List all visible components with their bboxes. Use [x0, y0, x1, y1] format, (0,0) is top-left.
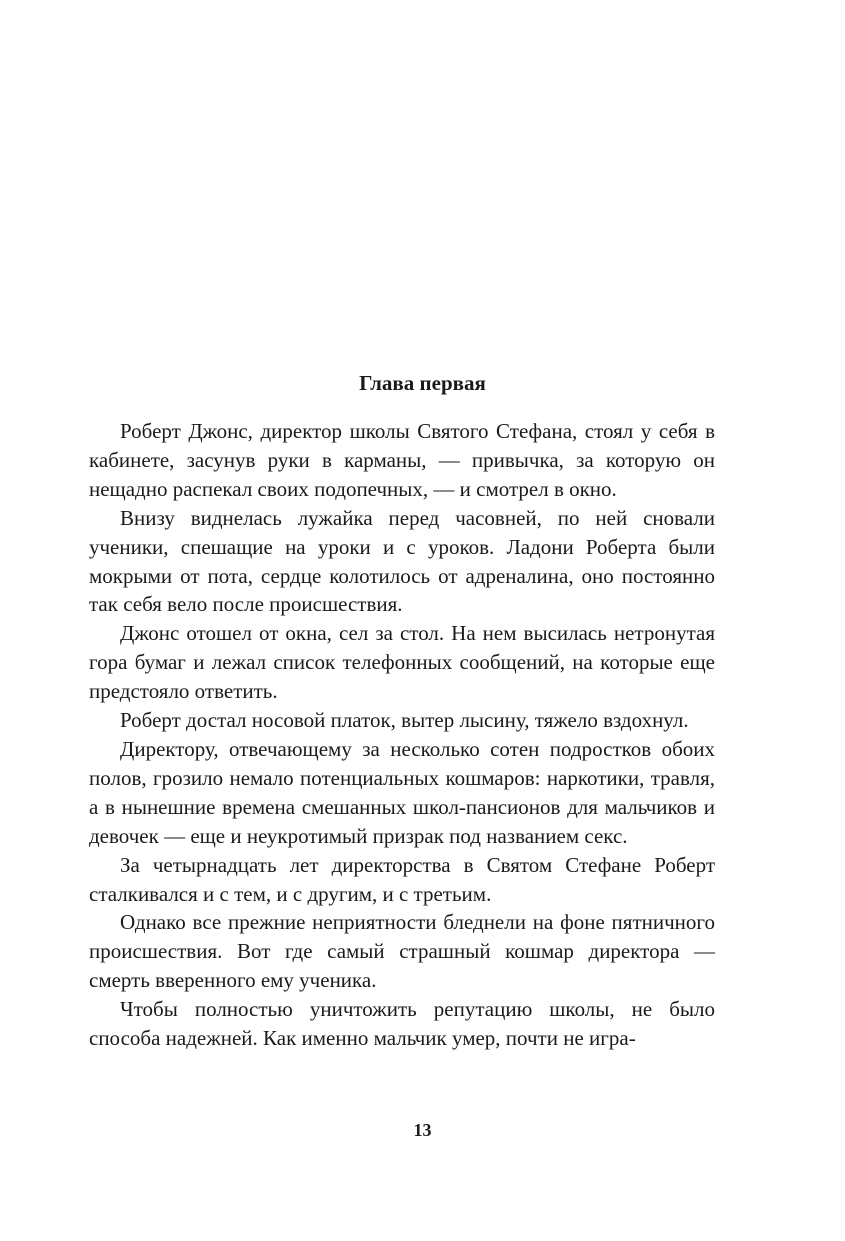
paragraph: Однако все прежние неприятности бледнели на фоне пятничного происшествия. Вот где самый страшный кошмар директора — смерть вверенного ему ученика. — [89, 910, 715, 993]
paragraph: Чтобы полностью уничтожить репутацию школы, не было способа надежней. Как именно мальчик умер, почти не игра- — [89, 997, 715, 1051]
paragraph: Роберт достал носовой платок, вытер лысину, тяжело вздохнул. — [120, 708, 689, 733]
paragraph: Внизу виднелась лужайка перед часовней, по ней сновали ученики, спешащие на уроки и с уроков. Ладони Роберта были мокрыми от пота, сердце колотилось от адреналина, оно постоянно так себя вело после происшествия. — [89, 505, 715, 617]
chapter-title: Глава первая — [359, 371, 486, 395]
paragraph: Джонс отошел от окна, сел за стол. На нем высилась нетронутая гора бумаг и лежал список телефонных сообщений, на которые еще предстояло ответить. — [89, 621, 715, 704]
paragraph: Директору, отвечающему за несколько сотен подростков обоих полов, грозило немало потенциальных кошмаров: наркотики, травля, а в нынешние времена смешанных школ-пансионов для мальчиков и девочек — еще и неукротимый призрак под названием секс. — [89, 736, 715, 848]
paragraph: За четырнадцать лет директорства в Святом Стефане Роберт сталкивался и с тем, и с другим, и с третьим. — [89, 852, 715, 906]
body-text — [89, 417, 715, 1053]
page-number: 13 — [413, 1120, 432, 1140]
paragraph: Роберт Джонс, директор школы Святого Стефана, стоял у себя в кабинете, засунув руки в карманы, — привычка, за которую он нещадно распекал своих подопечных, — и смотрел в окно. — [89, 419, 715, 501]
